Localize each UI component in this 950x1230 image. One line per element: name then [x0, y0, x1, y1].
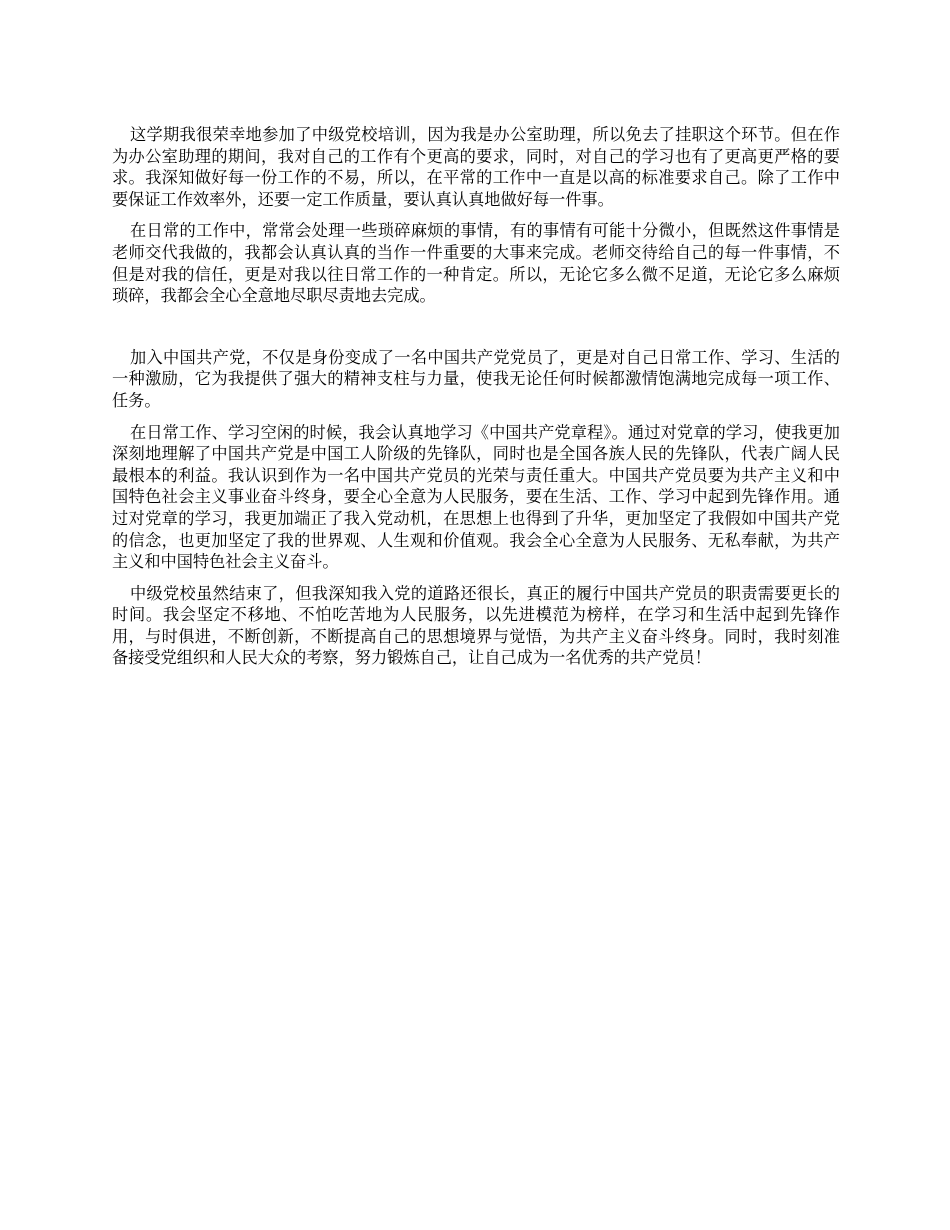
paragraph-4: 在日常工作、学习空闲的时候，我会认真地学习《中国共产党章程》。通过对党章的学习，使我更加深刻地理解了中国共产党是中国工人阶级的先锋队，同时也是全国各族人民的先锋队，代表广阔人民最根本的利益。我认识到作为一名中国共产党员的光荣与责任重大。中国共产党员要为共产主义和中国特色社会主义事业奋斗终身，要全心全意为人民服务，要在生活、工作、学习中起到先锋作用。通过对党章的学习，我更加端正了我入党动机，在思想上也得到了升华，更加坚定了我假如中国共产党的信念，也更加坚定了我的世界观、人生观和价值观。我会全心全意为人民服务、无私奉献，为共产主义和中国特色社会主义奋斗。 — [112, 422, 840, 572]
paragraph-2: 在日常的工作中，常常会处理一些琐碎麻烦的事情，有的事情有可能十分微小，但既然这件事情是老师交代我做的，我都会认真认真的当作一件重要的大事来完成。老师交待给自己的每一件事情，不但是对我的信任，更是对我以往日常工作的一种肯定。所以，无论它多么微不足道，无论它多么麻烦琐碎，我都会全心全意地尽职尽责地去完成。 — [112, 221, 840, 306]
paragraph-1: 这学期我很荣幸地参加了中级党校培训，因为我是办公室助理，所以免去了挂职这个环节。但在作为办公室助理的期间，我对自己的工作有个更高的要求，同时，对自己的学习也有了更高更严格的要求。我深知做好每一份工作的不易，所以，在平常的工作中一直是以高的标准要求自己。除了工作中要保证工作效率外，还要一定工作质量，要认真认真地做好每一件事。 — [112, 125, 840, 209]
document-body — [112, 124, 840, 679]
paragraph-3: 加入中国共产党，不仅是身份变成了一名中国共产党党员了，更是对自己日常工作、学习、生活的一种激励，它为我提供了强大的精神支柱与力量，使我无论任何时候都激情饱满地完成每一项工作、任务。 — [112, 347, 840, 410]
section-spacer — [112, 317, 840, 347]
paragraph-5: 中级党校虽然结束了，但我深知我入党的道路还很长，真正的履行中国共产党员的职责需要更长的时间。我会坚定不移地、不怕吃苦地为人民服务，以先进模范为榜样，在学习和生活中起到先锋作用，与时俱进，不断创新，不断提高自己的思想境界与觉悟，为共产主义奋斗终身。同时，我时刻准备接受党组织和人民大众的考察，努力锻炼自己，让自己成为一名优秀的共产党员！ — [112, 583, 840, 668]
